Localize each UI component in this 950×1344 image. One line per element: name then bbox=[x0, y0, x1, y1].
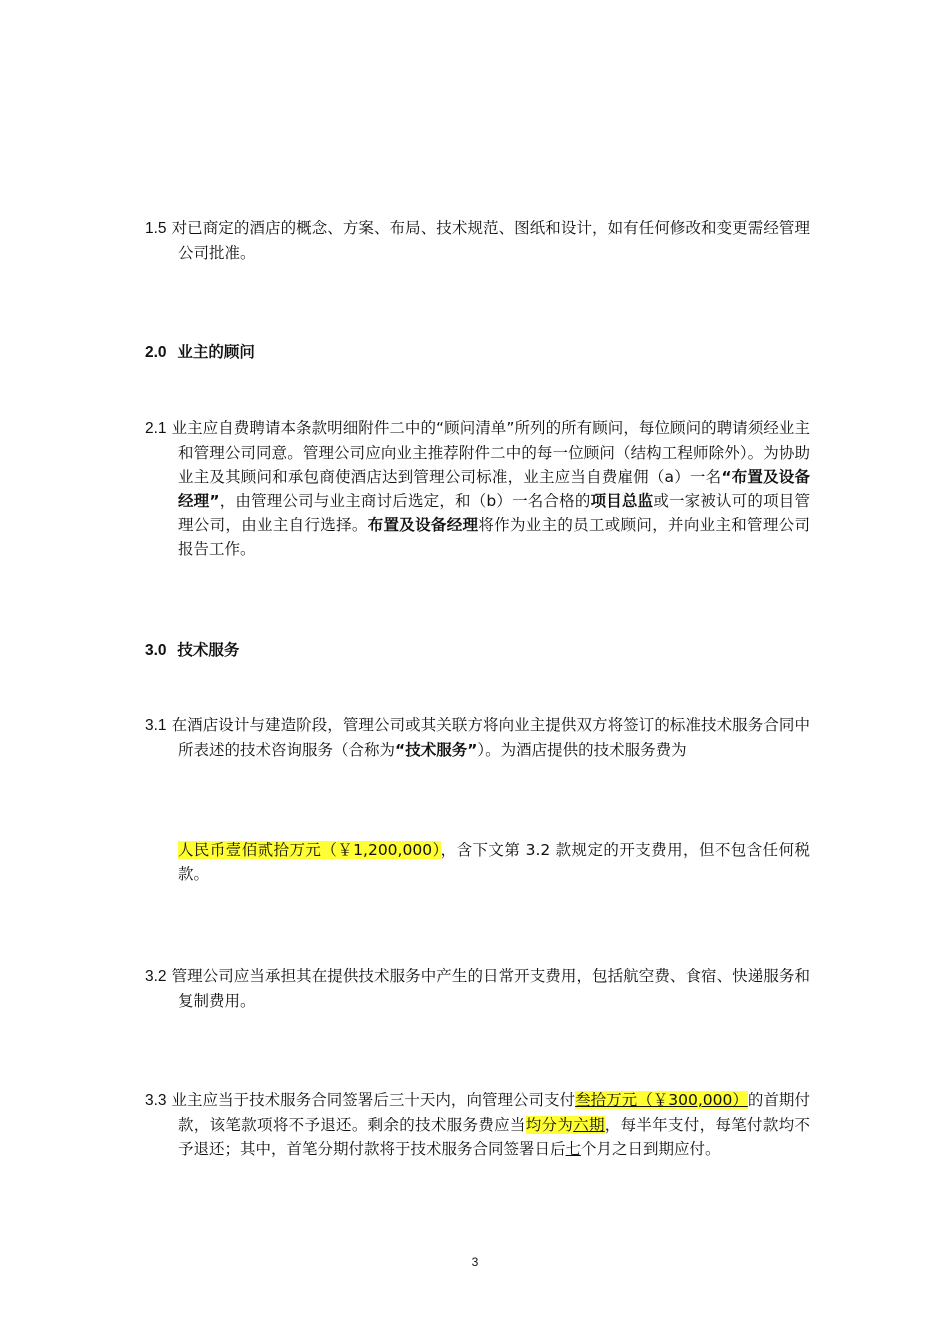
clause-text-part: 在酒店设计与建造阶段，管理公司或其关联方将向业主提供双方将签订的标准技术服务合同中所表述的技术咨询服务（合称为 bbox=[171, 716, 810, 759]
clause-3-2 bbox=[145, 964, 810, 1013]
clause-number: 3.1 bbox=[145, 717, 167, 734]
page-number: 3 bbox=[471, 1255, 479, 1269]
clause-text: 管理公司应当承担其在提供技术服务中产生的日常开支费用，包括航空费、食宿、快递服务和复制费用。 bbox=[171, 967, 810, 1010]
clause-2-1 bbox=[145, 416, 810, 561]
clause-text-part: 或一家被认可的项目管理公司，由业主自行选择。 bbox=[178, 492, 810, 534]
clause-3-1 bbox=[145, 713, 810, 762]
clause-text: 对已商定的酒店的概念、方案、布局、技术规范、图纸和设计，如有任何修改和变更需经管理公司批准。 bbox=[171, 219, 810, 262]
clause-number: 2.1 bbox=[145, 420, 167, 437]
clause-text-part: 将作为业主的员工或顾问，并向业主和管理公司报告工作。 bbox=[178, 516, 810, 558]
section-title: 业主的顾问 bbox=[177, 343, 255, 361]
section-number: 3.0 bbox=[145, 642, 167, 659]
defined-term: “布置及设备经理” bbox=[178, 468, 810, 510]
clause-text-part: ，由管理公司与业主商讨后选定，和（b）一名合格的 bbox=[219, 492, 591, 510]
defined-term: “技术服务” bbox=[395, 741, 478, 759]
clause-1-5 bbox=[145, 216, 810, 265]
defined-term: 布置及设备经理 bbox=[367, 516, 479, 534]
underlined-months: 七 bbox=[565, 1140, 582, 1158]
clause-text-part: ）。为酒店提供的技术服务费为 bbox=[477, 741, 687, 759]
clause-number: 3.3 bbox=[145, 1092, 167, 1109]
highlighted-amount: 叁拾万元（￥300,000） bbox=[575, 1091, 748, 1109]
section-heading-3 bbox=[145, 638, 239, 663]
section-number: 2.0 bbox=[145, 344, 167, 361]
section-title: 技术服务 bbox=[177, 641, 240, 659]
clause-number: 1.5 bbox=[145, 220, 167, 237]
clause-text-part: 业主应当于技术服务合同签署后三十天内，向管理公司支付 bbox=[171, 1091, 576, 1109]
clause-text-part: 的首期付款，该笔款项将不予退还。剩余的技术服务费应当 bbox=[178, 1091, 810, 1134]
clause-3-1-fee bbox=[178, 838, 810, 886]
highlighted-term: 均分为六期 bbox=[525, 1116, 605, 1134]
clause-text-part: 业主应自费聘请本条款明细附件二中的“顾问清单”所列的所有顾问，每位顾问的聘请须经业主和管理公司同意。管理公司应向业主推荐附件二中的每一位顾问（结构工程师除外）。为协助业主及其顾问和承包商使酒店达到管理公司标准，业主应当自费雇佣（a）一名 bbox=[171, 419, 810, 486]
clause-text-part: ，每半年支付，每笔付款均不予退还；其中，首笔分期付款将于技术服务合同签署日后 bbox=[178, 1116, 810, 1158]
clause-number: 3.2 bbox=[145, 968, 167, 985]
section-heading-2 bbox=[145, 340, 255, 365]
clause-3-3 bbox=[145, 1088, 810, 1161]
clause-text-part: ，含下文第 3.2 款规定的开支费用，但不包含任何税款。 bbox=[178, 841, 810, 883]
highlighted-fee: 人民币壹佰贰拾万元（￥1,200,000） bbox=[178, 841, 441, 859]
defined-term: 项目总监 bbox=[590, 492, 654, 510]
clause-text-part: 个月之日到期应付。 bbox=[581, 1140, 721, 1158]
